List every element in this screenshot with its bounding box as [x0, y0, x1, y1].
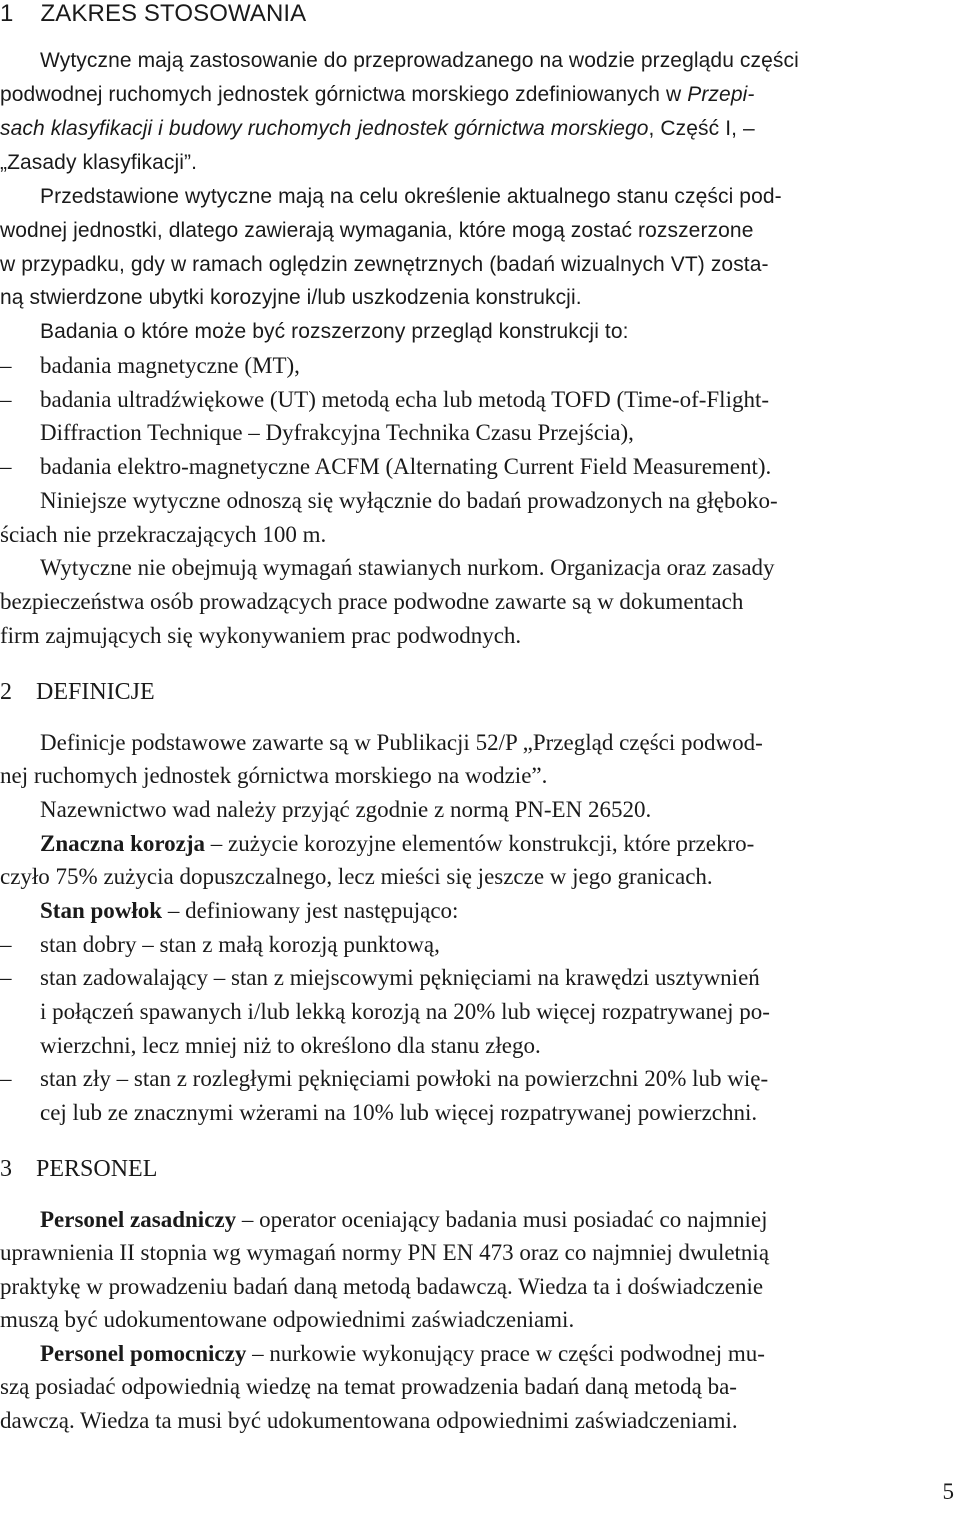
s1-p1-line4: „Zasady klasyfikacji”. — [0, 151, 198, 174]
section-2-number: 2 — [0, 679, 12, 705]
list-dash: – — [0, 353, 12, 378]
s1-p1-line3 — [0, 115, 755, 143]
s2-p2: Nazewnictwo wad należy przyjąć zgodnie z normą PN-EN 26520. — [40, 797, 652, 822]
s2-list-item-2-text: stan zadowalający – stan z miejscowymi pęknięciami na krawędzi usztywnień — [40, 965, 760, 990]
s1-p2-line4: ną stwierdzone ubytki korozyjne i/lub uszkodzenia konstrukcji. — [0, 286, 582, 309]
section-1-number: 1 — [0, 0, 14, 27]
section-1-title: ZAKRES STOSOWANIA — [40, 0, 307, 27]
s1-list-item-1-text: badania magnetyczne (MT), — [40, 353, 300, 378]
s2-p3-line1 — [40, 830, 754, 858]
s1-p1-line3-italic: sach klasyfikacji i budowy ruchomych jednostek górnictwa morskiego — [0, 117, 649, 140]
s1-p1-line1: Wytyczne mają zastosowanie do przeprowadzanego na wodzie przeglądu części — [40, 49, 799, 72]
section-1-heading — [0, 0, 306, 28]
s1-list-item-3-text: badania elektro-magnetyczne ACFM (Alternating Current Field Measurement). — [40, 454, 772, 479]
s2-list-item-3-text: stan zły – stan z rozległymi pęknięciami powłoki na powierzchni 20% lub wię- — [40, 1066, 769, 1091]
s2-p4-intro-text: – definiowany jest następująco: — [162, 898, 459, 923]
s3-p1-line1 — [40, 1206, 767, 1234]
s2-list-item-1-text: stan dobry – stan z małą korozją punktową, — [40, 932, 440, 957]
s1-p2-line3: w przypadku, gdy w ramach oględzin zewnętrznych (badań wizualnych VT) zosta- — [0, 253, 769, 276]
list-dash: – — [0, 454, 12, 479]
s3-p2-line3: dawczą. Wiedza ta musi być udokumentowana odpowiednimi zaświadczeniami. — [0, 1408, 738, 1433]
s1-p2-line2: wodnej jednostki, dlatego zawierają wymagania, które mogą zostać rozszerzone — [0, 219, 754, 242]
s3-p2-line2: szą posiadać odpowiednią wiedzę na temat prowadzenia badań daną metodą ba- — [0, 1374, 737, 1399]
s2-p3-line1-text: – zużycie korozyjne elementów konstrukcji, które przekro- — [205, 831, 755, 856]
s1-list-item-2-text: badania ultradźwiękowe (UT) metodą echa lub metodą TOFD (Time-of-Flight- — [40, 387, 770, 412]
s2-p3-line2: czyło 75% zużycia dopuszczalnego, lecz mieści się jeszcze w jego granicach. — [0, 864, 713, 889]
s1-p1-line2-text: podwodnej ruchomych jednostek górnictwa morskiego zdefiniowanych w — [0, 83, 688, 106]
s1-p4-line2: ściach nie przekraczających 100 m. — [0, 522, 327, 547]
s1-p1-line2-italic: Przepi- — [687, 83, 755, 106]
s2-list-item-3-line2: cej lub ze znacznymi wżerami na 10% lub więcej rozpatrywanej powierzchni. — [40, 1100, 758, 1125]
term-stan-powlok: Stan powłok — [40, 898, 163, 923]
s2-list-item-2-line3: wierzchni, lecz mniej niż to określono dla stanu złego. — [40, 1033, 541, 1058]
s1-p1-line3-text: , Część I, – — [648, 117, 755, 140]
s1-p5-line3: firm zajmujących się wykonywaniem prac podwodnych. — [0, 623, 522, 648]
s3-p1-line1-text: – operator oceniający badania musi posiadać co najmniej — [236, 1207, 768, 1232]
term-personel-zasadniczy: Personel zasadniczy — [40, 1207, 237, 1232]
s1-p3-intro: Badania o które może być rozszerzony przegląd konstrukcji to: — [40, 320, 629, 343]
list-dash: – — [0, 965, 12, 990]
s3-p2-line1-text: – nurkowie wykonujący prace w części podwodnej mu- — [246, 1341, 765, 1366]
s1-list-item-2-line2: Diffraction Technique – Dyfrakcyjna Technika Czasu Przejścia), — [40, 420, 634, 445]
term-znaczna-korozja: Znaczna korozja — [40, 831, 206, 856]
s3-p1-line2: uprawnienia II stopnia wg wymagań normy PN EN 473 oraz co najmniej dwuletnią — [0, 1240, 770, 1265]
section-3-title: PERSONEL — [36, 1156, 158, 1182]
s1-p4-line1: Niniejsze wytyczne odnoszą się wyłącznie do badań prowadzonych na głęboko- — [40, 488, 778, 513]
term-personel-pomocniczy: Personel pomocniczy — [40, 1341, 247, 1366]
s1-p5-line2: bezpieczeństwa osób prowadzących prace podwodne zawarte są w dokumentach — [0, 589, 744, 614]
s1-p1-line2 — [0, 81, 754, 109]
list-dash: – — [0, 932, 12, 957]
s3-p1-line3: praktykę w prowadzeniu badań daną metodą badawczą. Wiedza ta i doświadczenie — [0, 1274, 764, 1299]
s2-p1-line1: Definicje podstawowe zawarte są w Publikacji 52/P „Przegląd części podwod- — [40, 730, 763, 755]
page-number: 5 — [942, 1479, 954, 1504]
section-3-heading — [0, 1155, 157, 1183]
s3-p1-line4: muszą być udokumentowane odpowiednimi zaświadczeniami. — [0, 1307, 575, 1332]
s3-p2-line1 — [40, 1340, 765, 1368]
section-3-number: 3 — [0, 1156, 12, 1182]
list-dash: – — [0, 387, 12, 412]
s1-p5-line1: Wytyczne nie obejmują wymagań stawianych nurkom. Organizacja oraz zasady — [40, 555, 775, 580]
s1-p2-line1: Przedstawione wytyczne mają na celu określenie aktualnego stanu części pod- — [40, 185, 782, 208]
section-2-heading — [0, 678, 155, 706]
s2-list-item-2-line2: i połączeń spawanych i/lub lekką korozją na 20% lub więcej rozpatrywanej po- — [40, 999, 770, 1024]
list-dash: – — [0, 1066, 12, 1091]
s2-p4-intro — [40, 897, 458, 925]
section-2-title: DEFINICJE — [36, 679, 155, 705]
s2-p1-line2: nej ruchomych jednostek górnictwa morskiego na wodzie”. — [0, 763, 548, 788]
